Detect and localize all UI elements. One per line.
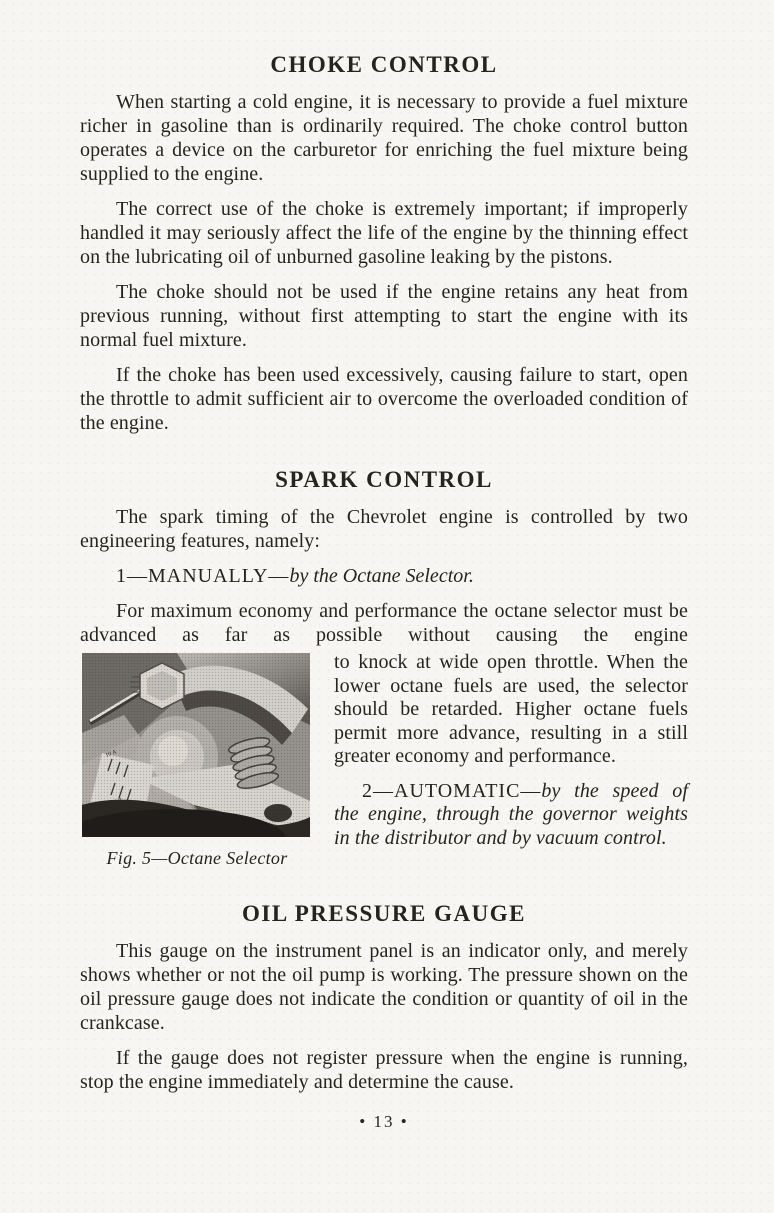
spark-intro-paragraph: The spark timing of the Chevrolet engine is controlled by two engineering features, namely: <box>80 506 688 552</box>
spark-item1-label: 1—MANUALLY— <box>116 565 290 587</box>
oil-paragraph-2: If the gauge does not register pressure when the engine is running, stop the engine immediately and determine the cause. <box>80 1047 688 1093</box>
figure-caption: Fig. 5—Octane Selector <box>106 848 288 868</box>
section-title-oil: OIL PRESSURE GAUGE <box>242 901 526 926</box>
choke-paragraph-2: The correct use of the choke is extremely important; if improperly handled it may seriously affect the life of the engine by the thinning effect on the lubricating oil of unburned gasoline leaking by the pistons. <box>80 198 688 268</box>
octane-selector-photo <box>82 653 310 837</box>
octane-selector-illustration <box>82 653 310 837</box>
spark-item-manually <box>80 564 688 588</box>
spark-item1-text: by the Octane Selector. <box>289 565 474 587</box>
choke-paragraph-1: When starting a cold engine, it is necessary to provide a fuel mixture richer in gasoline than is ordinarily required. The choke control button operates a device on the carburetor for enriching the fuel mixture being supplied to the engine. <box>80 91 688 185</box>
wrapped-text-column <box>334 651 688 850</box>
choke-paragraph-3: The choke should not be used if the engine retains any heat from previous running, without first attempting to start the engine with its normal fuel mixture. <box>80 281 688 351</box>
spark-paragraph-wrapped: to knock at wide open throttle. When the lower octane fuels are used, the selector should be retarded. Higher octane fuels permit more advance, resulting in a still greater economy and performance. <box>334 651 688 767</box>
oil-paragraph-1: This gauge on the instrument panel is an indicator only, and merely shows whether or not the oil pump is working. The pressure shown on the oil pressure gauge does not indicate the condition or quantity of oil in the crankcase. <box>80 940 688 1034</box>
section-title-spark: SPARK CONTROL <box>275 467 493 492</box>
spark-item2-label: 2—AUTOMATIC— <box>362 779 542 802</box>
figure-octane-selector <box>82 653 312 869</box>
spark-item-automatic <box>334 780 688 851</box>
spark-item2-text: by the speed of the engine, through the governor weights in the distributor and by vacuum control. <box>334 779 688 849</box>
page-number: • 13 • <box>359 1112 409 1131</box>
spark-paragraph-full-width: For maximum economy and performance the octane selector must be advanced as far as possible without causing the engine <box>80 600 688 646</box>
figure-block <box>80 651 688 869</box>
choke-paragraph-4: If the choke has been used excessively, causing failure to start, open the throttle to admit sufficient air to overcome the overloaded condition of the engine. <box>80 364 688 434</box>
section-title-choke: CHOKE CONTROL <box>270 52 498 77</box>
